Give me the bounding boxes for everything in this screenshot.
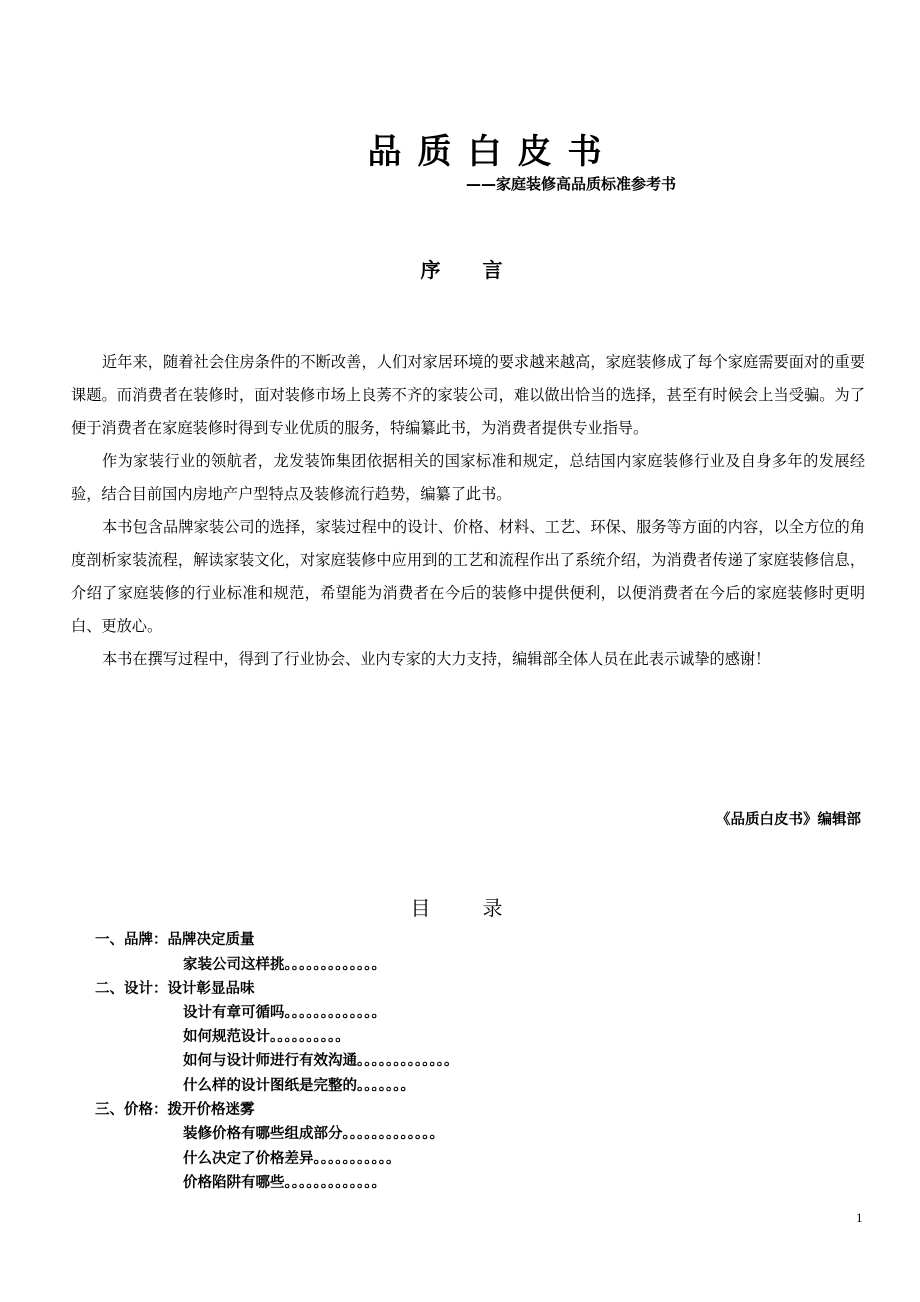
toc-section-design: 二、设计：设计彰显品味 [95, 981, 255, 997]
document-title: 品质白皮书 [367, 132, 618, 172]
toc-item: 什么样的设计图纸是完整的。。。。。。。 [183, 1078, 415, 1094]
toc-item: 装修价格有哪些组成部分。。。。。。。。。。。。。 [183, 1126, 444, 1142]
toc-item: 价格陷阱有哪些。。。。。。。。。。。。。 [183, 1175, 386, 1191]
toc-item: 家装公司这样挑。。。。。。。。。。。。。 [183, 957, 386, 973]
document-subtitle: ——家庭装修高品质标准参考书 [466, 175, 677, 193]
toc-item: 什么决定了价格差异。。。。。。。。。。。 [183, 1151, 401, 1167]
editorial-signature: 《品质白皮书》编辑部 [716, 812, 861, 828]
preface-body [71, 346, 865, 676]
preface-paragraph-2: 作为家装行业的领航者，龙发装饰集团依据相关的国家标准和规定，总结国内家庭装修行业及自身多年的发展经验，结合目前国内房地产户型特点及装修流行趋势，编纂了此书。 [71, 452, 865, 503]
preface-heading: 序言 [420, 258, 545, 282]
toc-item: 如何规范设计。。。。。。。。。。 [183, 1029, 350, 1045]
toc-section-brand: 一、品牌：品牌决定质量 [95, 932, 255, 948]
toc-section-price: 三、价格：拨开价格迷雾 [95, 1102, 255, 1118]
toc-item: 如何与设计师进行有效沟通。。。。。。。。。。。。。 [183, 1053, 459, 1069]
toc-heading: 目录 [410, 896, 555, 920]
page-number: 1 [856, 1210, 863, 1225]
toc-item: 设计有章可循吗。。。。。。。。。。。。。 [183, 1005, 386, 1021]
preface-paragraph-1: 近年来，随着社会住房条件的不断改善，人们对家居环境的要求越来越高，家庭装修成了每个家庭需要面对的重要课题。而消费者在装修时，面对装修市场上良莠不齐的家装公司，难以做出恰当的选择，甚至有时候会上当受骗。为了便于消费者在家庭装修时得到专业优质的服务，特编纂此书，为消费者提供专业指导。 [71, 353, 865, 437]
preface-paragraph-3: 本书包含品牌家装公司的选择，家装过程中的设计、价格、材料、工艺、环保、服务等方面的内容，以全方位的角度剖析家装流程，解读家装文化，对家庭装修中应用到的工艺和流程作出了系统介绍，为消费者传递了家庭装修信息，介绍了家庭装修的行业标准和规范，希望能为消费者在今后的装修中提供便利，以便消费者在今后的家庭装修时更明白、更放心。 [71, 518, 865, 635]
preface-paragraph-4: 本书在撰写过程中，得到了行业协会、业内专家的大力支持，编辑部全体人员在此表示诚挚的感谢！ [102, 650, 771, 668]
